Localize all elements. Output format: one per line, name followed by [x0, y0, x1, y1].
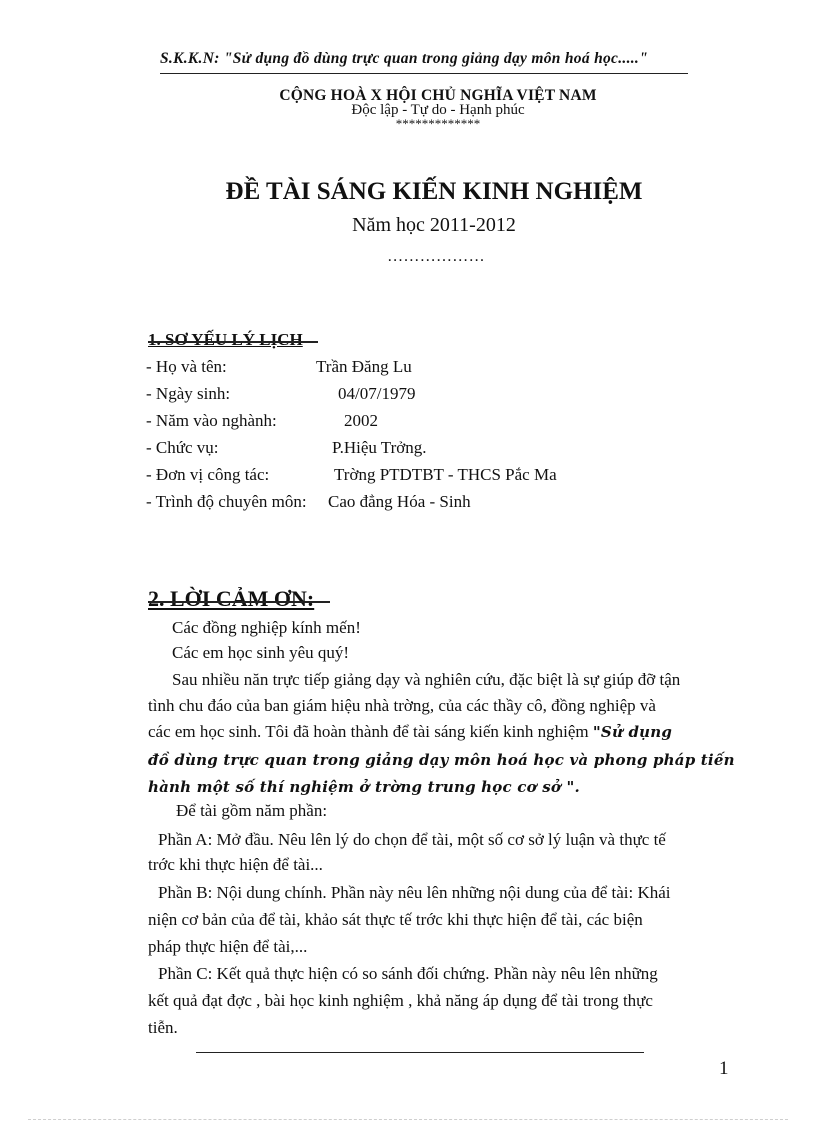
section-2-heading: 2. LỜI CẢM ƠN: — [148, 586, 315, 611]
paragraph-line: tình chu đáo của ban giám hiệu nhà trờng, của các thầy cô, đồng nghiệp và — [148, 696, 656, 715]
section-1-heading: 1. SƠ YẾU LÝ LỊCH — [148, 330, 303, 349]
paragraph-line: Để tài gồm năm phần: — [176, 801, 328, 820]
info-value: Trần Đăng Lu — [316, 357, 412, 376]
motto-stars: ************* — [395, 116, 481, 131]
paragraph-line: Phần A: Mở đầu. Nêu lên lý do chọn để tài, một số cơ sở lý luận và thực tế — [158, 830, 666, 849]
page-bottom-border — [28, 1119, 788, 1120]
paragraph-text: các em học sinh. Tôi đã hoàn thành để tài sáng kiến kinh nghiệm — [148, 722, 593, 741]
document-title — [0, 178, 816, 206]
title-text: ĐỀ TÀI SÁNG KIẾN KINH NGHIỆM — [225, 178, 643, 205]
motto-line-2: Độc lập - Tự do - Hạnh phúc — [351, 102, 525, 118]
dots-text: ……………… — [387, 248, 485, 265]
paragraph-line: tiễn. — [148, 1018, 178, 1037]
paragraph-line: Phần C: Kết quả thực hiện có so sánh đối chứng. Phần này nêu lên những — [158, 964, 658, 983]
paragraph-line: Các em học sinh yêu quý! — [172, 643, 350, 662]
national-motto — [0, 88, 816, 130]
paragraph-line: trớc khi thực hiện để tài... — [148, 855, 323, 874]
paragraph-line: Sau nhiều năn trực tiếp giảng dạy và nghiên cứu, đặc biệt là sự giúp đỡ tận — [172, 670, 681, 689]
paragraph-line: Các đồng nghiệp kính mến! — [172, 618, 361, 637]
dotted-separator — [0, 248, 816, 266]
section-2-strikethrough — [148, 601, 330, 603]
paragraph-line: Phần B: Nội dung chính. Phần này nêu lên những nội dung của để tài: Khái — [158, 883, 671, 902]
paragraph-line: niện cơ bản của để tài, khảo sát thực tế trớc khi thực hiện để tài, các biện — [148, 910, 643, 929]
paragraph-line: kết quả đạt đợc , bài học kinh nghiệm , khả năng áp dụng để tài trong thực — [148, 991, 653, 1010]
info-label: - Chức vụ: — [146, 438, 219, 457]
running-header: S.K.K.N: "Sử dụng đồ dùng trực quan trong giảng dạy môn hoá học....." — [160, 50, 649, 67]
info-label: - Họ và tên: — [146, 357, 227, 376]
header-rule — [160, 73, 688, 74]
motto-line-1: CỘNG HOÀ X HỘI CHỦ NGHĨA VIỆT NAM — [279, 87, 597, 104]
info-label: - Đơn vị công tác: — [146, 465, 270, 484]
school-year-text: Năm học 2011-2012 — [352, 214, 516, 236]
info-value: P.Hiệu Trởng. — [332, 438, 427, 457]
quoted-title-start: "Sử dụng — [592, 723, 673, 741]
info-label: - Ngày sinh: — [146, 384, 231, 403]
info-value: 04/07/1979 — [338, 384, 416, 403]
info-label: - Trình độ chuyên môn: — [146, 492, 307, 511]
quoted-title-line: đồ dùng trực quan trong giảng dạy môn hoá học và phong pháp tiến — [148, 751, 735, 769]
info-value: 2002 — [344, 411, 378, 430]
section-1-strikethrough — [148, 341, 318, 343]
paragraph-line: pháp thực hiện để tài,... — [148, 937, 308, 956]
school-year — [0, 214, 816, 237]
quoted-title-line: hành một số thí nghiệm ở trờng trung học cơ sở ". — [148, 778, 580, 796]
info-value: Cao đẳng Hóa - Sinh — [328, 492, 471, 511]
info-value: Trờng PTDTBT - THCS Pắc Ma — [334, 465, 557, 484]
paragraph-line — [148, 722, 672, 742]
info-label: - Năm vào nghành: — [146, 411, 277, 430]
page-number: 1 — [719, 1058, 729, 1079]
footer-rule — [196, 1052, 644, 1053]
